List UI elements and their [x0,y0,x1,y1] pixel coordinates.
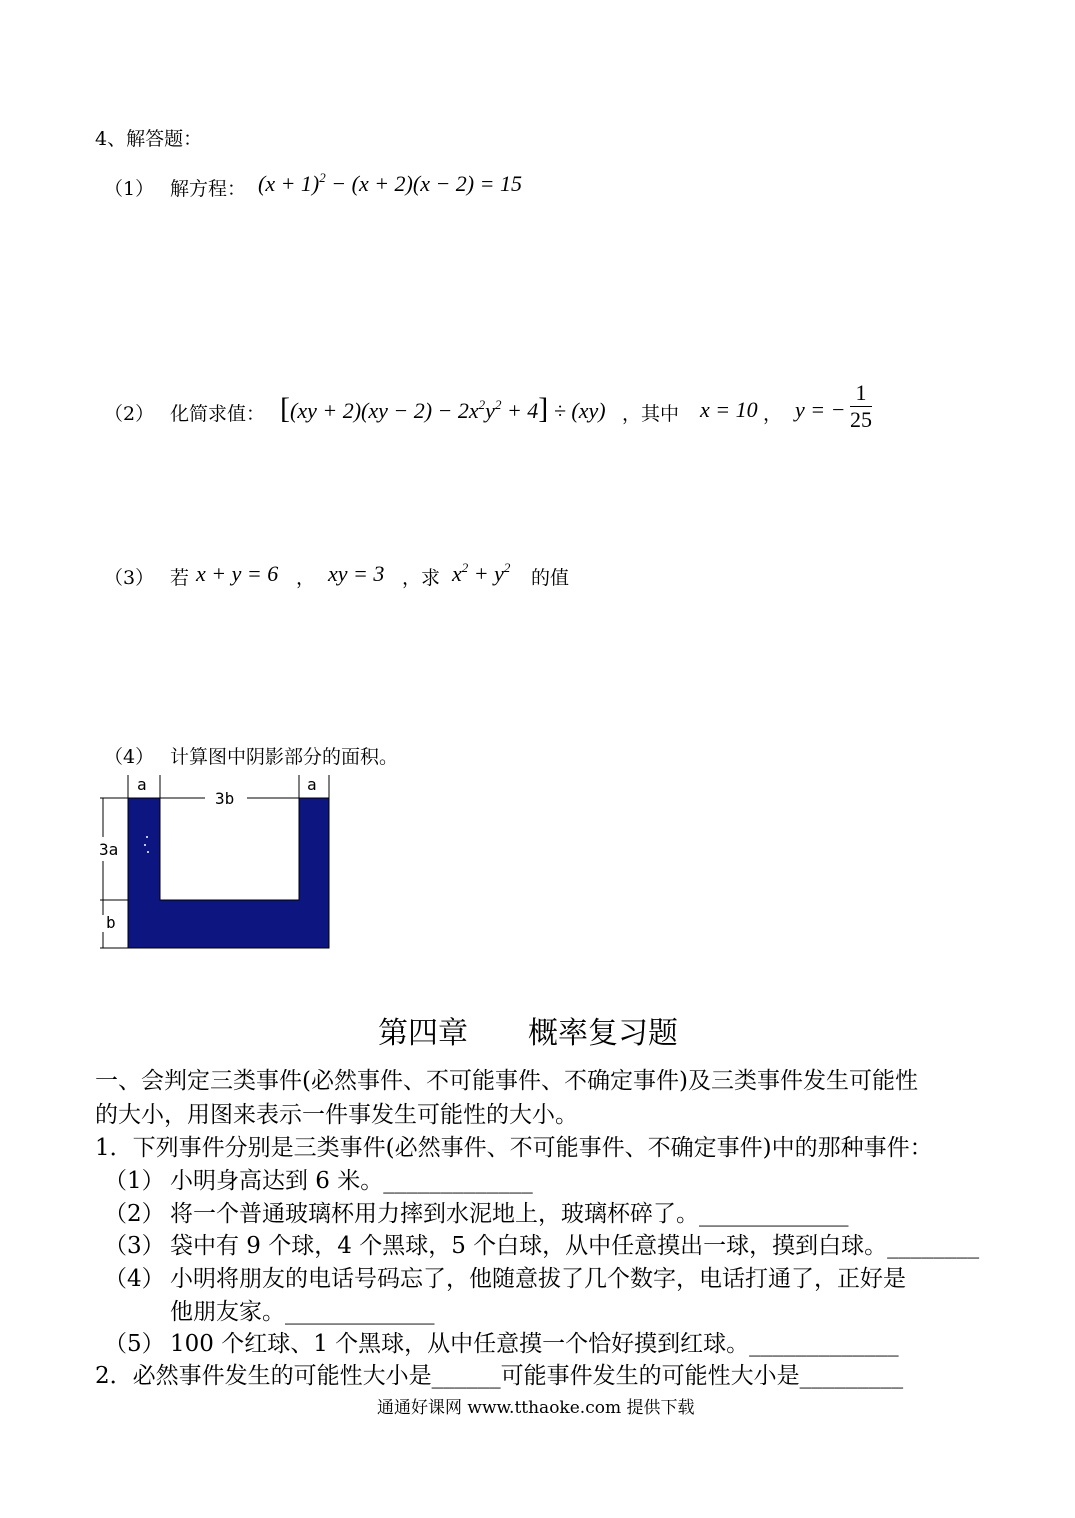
intro-line-1: 一、会判定三类事件(必然事件、不可能事件、不确定事件)及三类事件发生可能性 [95,1068,918,1094]
problem-1-number: （1） [104,178,155,200]
problem-1-equation: $(x + 1)^2 - (x + 2)(x - 2) = 15$ [258,170,522,196]
q1-item-4-text: 小明将朋友的电话号码忘了，他随意拔了几个数字，电话打通了，正好是 [170,1266,906,1292]
q1-item-1-text: 小明身高达到 6 米。_____________ [170,1168,533,1194]
q1-item-4-continuation: 他朋友家。_____________ [170,1299,435,1325]
question-2-stem: 2．必然事件发生的可能性大小是______可能事件发生的可能性大小是_________ [95,1363,904,1389]
problem-3-sep: ， [296,567,316,589]
q1-item-1-number: （1） [104,1168,165,1194]
question-1-stem: 1．下列事件分别是三类事件(必然事件、不可能事件、不确定事件)中的那种事件： [95,1135,933,1161]
problem-4-number: （4） [104,746,155,768]
page-footer: 通通好课网 www.tthaoke.com 提供下载 [377,1398,695,1418]
problem-2-comma: ， [763,403,783,425]
q1-item-3-text: 袋中有 9 个球，4 个黑球，5 个白球，从中任意摸出一球，摸到白球。________ [170,1233,980,1259]
fraction-denominator: 25 [850,407,872,432]
problem-2-number: （2） [104,403,155,425]
q1-item-3-number: （3） [104,1233,165,1259]
problem-3-tail: 的值 [531,567,570,589]
section-header: 4、解答题： [95,128,203,150]
problem-2-expression: $[(xy + 2)(xy - 2) - 2x^2y^2 + 4] \div (xy)$ [280,392,606,425]
problem-3-expression: $x^2 + y^2$ [452,560,511,586]
q1-item-2-text: 将一个普通玻璃杯用力摔到水泥地上，玻璃杯碎了。_____________ [170,1201,849,1227]
label-a-right: a [307,775,317,794]
problem-3-number: （3） [104,567,155,589]
problem-3-eq1: x + y = 6 [196,561,279,586]
problem-2-x-value: x = 10 [700,397,758,422]
chapter-title: 第四章 概率复习题 [378,1016,678,1051]
problem-2-fraction [848,380,874,433]
label-b: b [106,913,116,932]
problem-4-label: 计算图中阴影部分的面积。 [170,746,399,768]
label-3b: 3b [215,789,235,808]
shaded-region [128,798,329,948]
q1-item-4-number: （4） [104,1266,165,1292]
label-3a: 3a [99,840,119,859]
problem-2-y-value: y = − [795,397,846,422]
q1-item-5-number: （5） [104,1331,165,1357]
problem-3-ask: ，求 [402,567,441,589]
fraction-numerator: 1 [850,380,872,407]
q1-item-5-text: 100 个红球、1 个黑球，从中任意摸一个恰好摸到红球。_____________ [170,1331,899,1357]
problem-3-label: 若 [170,567,190,589]
shaded-area-figure [95,775,340,955]
problem-2-label: 化简求值： [170,403,266,425]
problem-3-eq2: xy = 3 [328,561,385,586]
label-a-left: a [137,775,147,794]
q1-item-2-number: （2） [104,1201,165,1227]
intro-line-2: 的大小，用图来表示一件事发生可能性的大小。 [95,1102,578,1128]
problem-2-where: ，其中 [622,403,680,425]
problem-1-label: 解方程： [170,178,247,200]
